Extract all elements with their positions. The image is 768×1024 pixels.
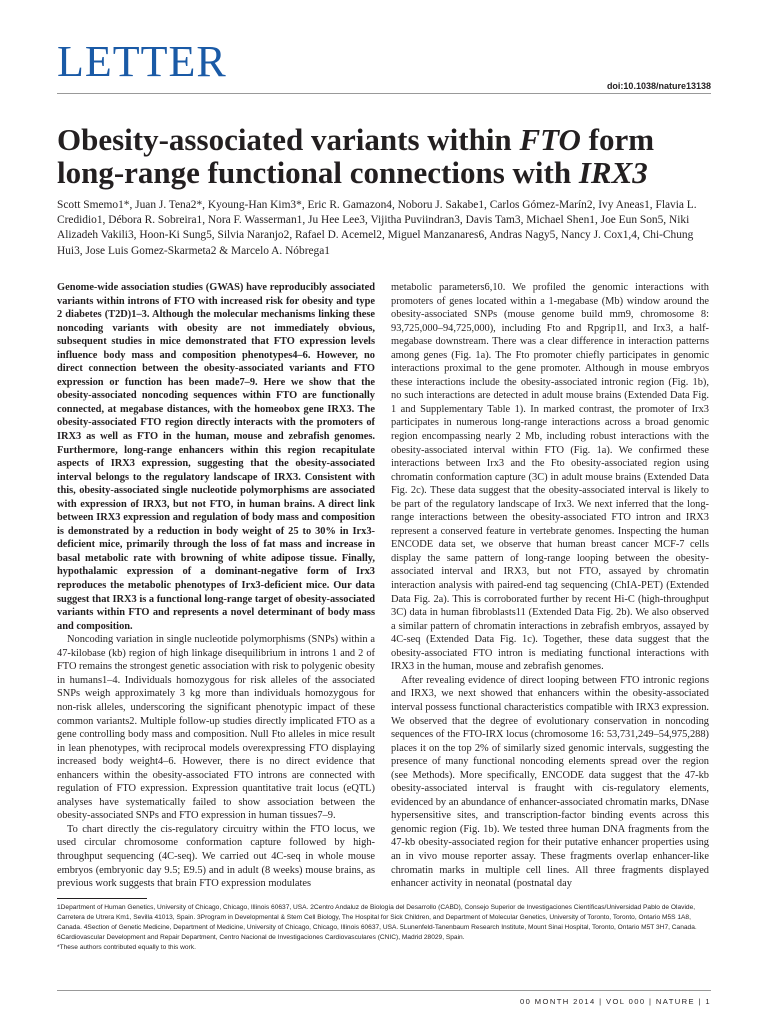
header-divider (57, 93, 711, 94)
body-column-left (57, 281, 375, 891)
body-column-right (391, 281, 709, 891)
section-label: LETTER (57, 37, 227, 86)
author-list: Scott Smemo1*, Juan J. Tena2*, Kyoung-Han Kim3*, Eric R. Gamazon4, Noboru J. Sakabe1, Carlos Gómez-Marín2, Ivy Aneas1, Flavia L. Credidio1, Débora R. Sobreira1, Nora F. Wasserman1, Ju Hee Lee3, Vijitha Puviindran3, Davis Tam3, Michael Shen1, Joe Eun Son5, Niki Alizadeh Vakili3, Hoon-Ki Sung5, Silvia Naranjo2, Rafael D. Acemel2, Miguel Manzanares6, Andras Nagy5, Nancy J. Cox1,4, Chi-Chung Hui3, Jose Luis Gomez-Skarmeta2 & Marcelo A. Nóbrega1 (57, 199, 697, 257)
abstract-paragraph: Genome-wide association studies (GWAS) have reproducibly associated variants within introns of FTO with increased risk for obesity and type 2 diabetes (T2D)1–3. Although the molecular mechanisms linking these noncoding variants with obesity are not immediately obvious, subsequent studies in mice demonstrated that FTO expression levels influence body mass and composition phenotypes4–6. However, no direct connection between the obesity-associated variants and FTO expression or function has been made7–9. Here we show that the obesity-associated noncoding sequences within FTO are functionally connected, at megabase distances, with the homeobox gene IRX3. The obesity-associated FTO region directly interacts with the promoters of IRX3 as well as FTO in the human, mouse and zebrafish genomes. Furthermore, long-range enhancers within this region recapitulate aspects of IRX3 expression, suggesting that the obesity-associated interval belongs to the regulatory landscape of IRX3. Consistent with this, obesity-associated single nucleotide polymorphisms are associated with expression of IRX3, but not FTO, in human brains. A direct link between IRX3 expression and regulation of body mass and composition is demonstrated by a reduction in body weight of 25 to 30% in Irx3-deficient mice, primarily through the loss of fat mass and increase in basal metabolic rate with browning of white adipose tissue. Finally, hypothalamic expression of a dominant-negative form of Irx3 reproduces the metabolic phenotypes of Irx3-deficient mice. Our data suggest that IRX3 is a functional long-range target of obesity-associated variants within FTO and represents a novel determinant of body mass and composition. (57, 282, 375, 632)
equal-contribution-footnote: *These authors contributed equally to this work. (57, 944, 196, 951)
footnote-divider (57, 898, 147, 899)
title-gene-irx3: IRX3 (578, 155, 648, 190)
affiliations-footnote: 1Department of Human Genetics, University of Chicago, Chicago, Illinois 60637, USA. 2Centro Andaluz de Biología del Desarrollo (CABD), Consejo Superior de Investigaciones Científicas/Universidad Pablo de Olavide, Carretera de Utrera Km1, Sevilla 41013, Spain. 3Program in Developmental & Stem Cell Biology, The Hospital for Sick Children, and Department of Molecular Genetics, University of Toronto, Toronto, Ontario M5S 1A8, Canada. 4Section of Genetic Medicine, Department of Medicine, University of Chicago, Chicago, Illinois 60637, USA. 5Lunenfeld-Tanenbaum Research Institute, Mount Sinai Hospital, Toronto, Ontario M5T 3H7, Canada. 6Cardiovascular Development and Repair Department, Centro Nacional de Investigaciones Cardiovasculares (CNIC), Madrid 28029, Spain. (57, 904, 697, 941)
title-part-1: Obesity-associated variants within (57, 122, 520, 157)
body-paragraph: Noncoding variation in single nucleotide polymorphisms (SNPs) within a 47-kilobase (kb) region of high linkage disequilibrium in introns 1 and 2 of FTO remains the strongest genetic association with risk to polygenic obesity in humans1–4. Individuals homozygous for risk alleles of the associated SNPs weigh approximately 3 kg more than individuals homozygous for non-risk alleles, underscoring the significant phenotypic impact of these common variants2. Multiple follow-up studies directly implicated FTO as a gene controlling body mass and composition. Null Fto alleles in mice result in lean phenotypes, with reciprocal models overexpressing FTO displaying increased body weight4–6. However, there is no direct evidence that enhancers within the obesity-associated FTO introns are connected with regulation of FTO expression. Expression quantitative trait locus (eQTL) analyses have systematically failed to show association between the obesity-associated SNPs and FTO expression in human tissues7–9. (57, 634, 375, 822)
body-paragraph: metabolic parameters6,10. We profiled the genomic interactions with promoters of genes located within a 1-megabase (Mb) window around the obesity-associated SNPs (mouse genome build mm9, chromosome 8: 93,725,000–94,725,000), including Fto and Rpgrip1l, and Irx3, a half-megabase downstream. There was a clear difference in interaction patterns among genes (Fig. 1a). The Fto promoter chiefly participates in genomic interactions proximal to the gene promoter. Although in mouse embryos these interactions include the obesity-associated intronic region (Fig. 1b), no such interactions are detected in adult mouse brains (Extended Data Fig. 1 and Supplementary Table 1). In marked contrast, the promoter of Irx3 participates in numerous long-range interactions across a broad genomic region encompassing nearly 2 Mb, including robust interactions with the obesity-associated interval within FTO (Fig. 1a). We confirmed these interactions between Irx3 and the Fto obesity-associated region using chromatin conformation capture (3C) in adult mouse brains (Extended Data Fig. 2c). These data suggest that the obesity-associated interval is likely to be part of the regulatory landscape of Irx3. We next inferred that the long-range interactions between the obesity-associated FTO intron and IRX3 represent a conserved feature in vertebrate genomes. Inspecting the human ENCODE data set, we observe that human breast cancer MCF-7 cells display the same pattern of long-range looping between the obesity-associated interval and IRX3, but not FTO, assayed by chromatin interaction analysis with paired-end tag sequencing (ChIA-PET) (Extended Data Fig. 2a). This is corroborated further by recent Hi-C (high-throughput 3C) data in human fibroblasts11 (Extended Data Fig. 2b). We also observed a similar pattern of chromatin interactions in zebrafish embryos, assayed by 4C-seq (Extended Data Fig. 1c). Together, these data suggest that the obesity-associated FTO intron is mediating functional interactions with IRX3 in the human, mouse and zebrafish genomes. (391, 282, 709, 673)
doi-label[interactable]: doi:10.1038/nature13138 (606, 81, 711, 91)
article-title (57, 123, 717, 189)
page-folio: 00 MONTH 2014 | VOL 000 | NATURE | 1 (520, 997, 711, 1006)
footer-divider (57, 990, 711, 991)
body-paragraph: After revealing evidence of direct looping between FTO intronic regions and IRX3, we next showed that enhancers within the obesity-associated interval possess functional characteristics compatible with IRX3 expression. We observed that the degree of evolutionary conservation in noncoding sequences of the FTO-IRX locus (chromosome 16: 53,731,249–54,975,288) places it on the top 2% of similarly sized genomic intervals, suggesting the presence of many functional noncoding elements spread over the region (see Methods). More specifically, ENCODE data suggest that the 47-kb obesity-associated interval is fraught with cis-regulatory elements, evidenced by an abundance of enhancer-associated chromatin marks, DNase hypersensitive sites, and transcription-factor binding events across this genomic region (Fig. 1b). We tested three human DNA fragments from the 47-kb obesity-associated region for their putative enhancer properties using an in vivo mouse reporter assay. These fragments overlap enhancer-like chromatin marks in multiple cell lines. All three fragments displayed enhancer activity in neonatal (postnatal day (391, 674, 710, 890)
footnotes (57, 903, 717, 953)
title-gene-fto: FTO (519, 122, 581, 157)
body-paragraph: To chart directly the cis-regulatory circuitry within the FTO locus, we used circular chromosome conformation capture followed by high-throughput sequencing (4C-seq). We carried out 4C-seq in whole mouse embryos (embryonic day 9.5; E9.5) and in adult (8 weeks) mouse brains, as previous work suggests that brain FTO expression modulates (57, 823, 375, 890)
title-part-2: form long-range functional connections with (57, 122, 655, 190)
